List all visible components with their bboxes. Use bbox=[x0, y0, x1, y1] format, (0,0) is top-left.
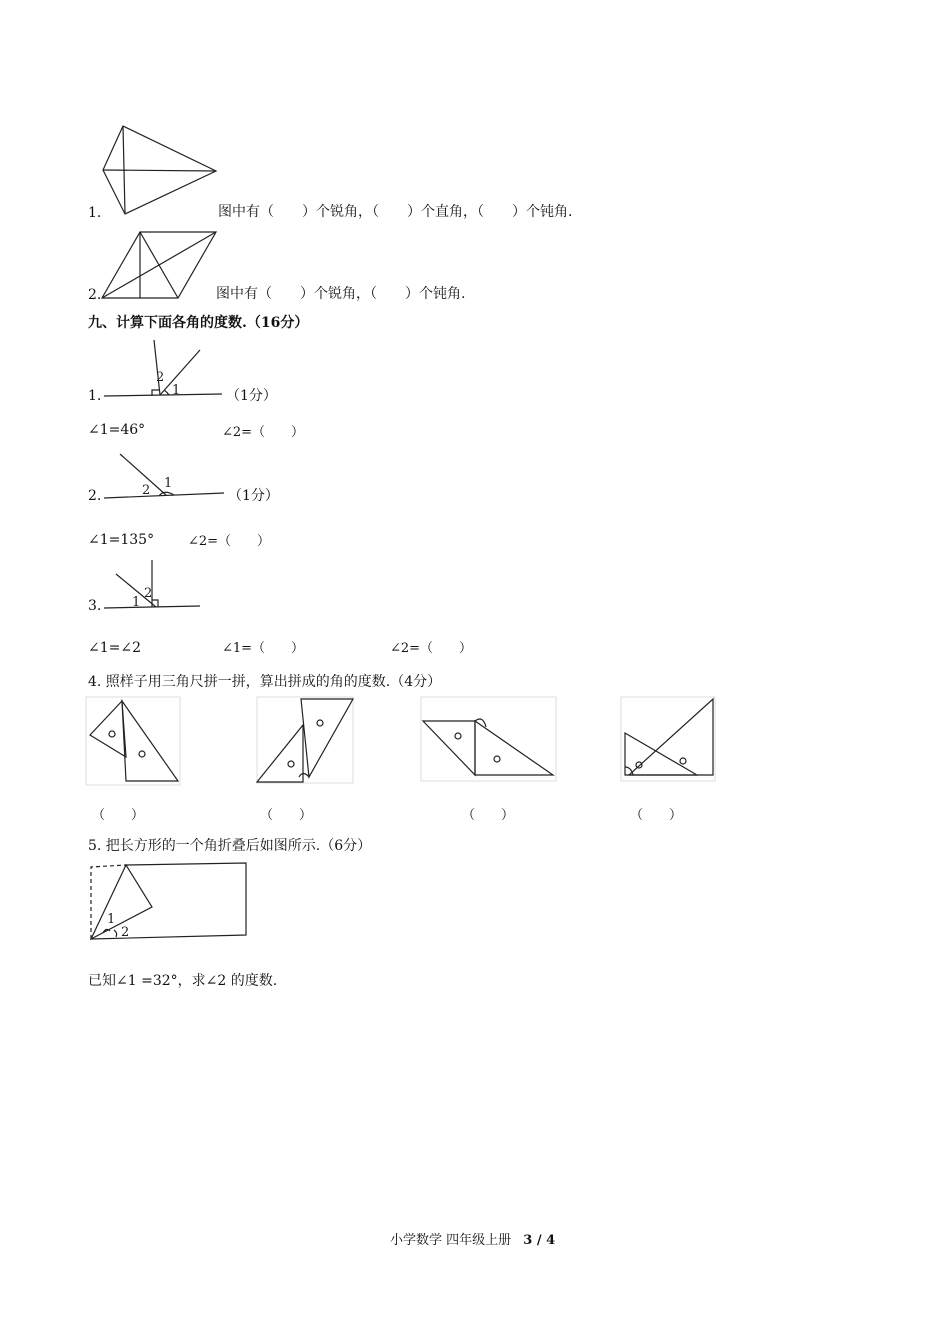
q9-item1-label-2: 2 bbox=[156, 370, 165, 385]
q9-item2-ask: ∠2=（ ） bbox=[188, 534, 271, 549]
q8-item2-text: 图中有（ ）个锐角，（ ）个钝角. bbox=[216, 286, 466, 302]
q9-item3-number: 3. bbox=[88, 598, 102, 614]
q9-item5-prompt: 已知∠1 =32°，求∠2 的度数. bbox=[88, 973, 278, 989]
q9-item3-given: ∠1=∠2 bbox=[88, 640, 142, 656]
q9-item4-answer-3: （ ） bbox=[462, 808, 515, 823]
set-square-figure-4 bbox=[621, 697, 717, 787]
q9-item2-angle-figure bbox=[104, 452, 229, 500]
q9-item3-label-1: 1 bbox=[132, 595, 141, 610]
set-square-figure-2 bbox=[253, 697, 355, 787]
q9-item3-ask1: ∠1=（ ） bbox=[222, 641, 305, 656]
q9-item1-label-1: 1 bbox=[172, 383, 181, 398]
q9-item5-title: 5. 把长方形的一个角折叠后如图所示.（6分） bbox=[88, 838, 372, 854]
page-footer bbox=[390, 1232, 555, 1250]
parallelogram-figure bbox=[100, 230, 220, 300]
footer-text: 小学数学 四年级上册 bbox=[390, 1233, 512, 1248]
page-number: 3 / 4 bbox=[523, 1233, 556, 1248]
q9-item4-title: 4. 照样子用三角尺拼一拼，算出拼成的角的度数.（4分） bbox=[88, 674, 442, 690]
q8-item2-number: 2. bbox=[88, 287, 102, 303]
q9-item5-label-2: 2 bbox=[121, 925, 130, 940]
kite-figure bbox=[100, 122, 220, 217]
q9-item3-ask2: ∠2=（ ） bbox=[390, 641, 473, 656]
q9-item4-answer-2: （ ） bbox=[260, 808, 313, 823]
q9-item2-label-2: 2 bbox=[142, 483, 151, 498]
set-square-figure-3 bbox=[421, 697, 557, 787]
q9-item2-label-1: 1 bbox=[164, 476, 173, 491]
q8-item1-text: 图中有（ ）个锐角，（ ）个直角，（ ）个钝角. bbox=[218, 204, 573, 220]
q9-item2-given: ∠1=135° bbox=[88, 532, 155, 548]
folded-rectangle-figure bbox=[88, 861, 250, 943]
q9-item3-label-2: 2 bbox=[144, 586, 153, 601]
q9-item2-score: （1分） bbox=[228, 488, 279, 504]
q9-item5-label-1: 1 bbox=[107, 912, 116, 927]
q9-item1-angle-figure bbox=[104, 338, 229, 400]
section-9-title: 九、计算下面各角的度数.（16分） bbox=[88, 315, 309, 331]
q9-item4-answer-4: （ ） bbox=[630, 808, 683, 823]
set-square-figure-1 bbox=[86, 697, 181, 787]
q9-item1-ask: ∠2=（ ） bbox=[222, 425, 305, 440]
q9-item3-angle-figure bbox=[104, 558, 204, 610]
q8-item1-number: 1. bbox=[88, 205, 102, 221]
q9-item4-answer-1: （ ） bbox=[92, 808, 145, 823]
q9-item1-score: （1分） bbox=[226, 388, 277, 404]
q9-item1-given: ∠1=46° bbox=[88, 422, 146, 438]
q9-item1-number: 1. bbox=[88, 388, 102, 404]
q9-item2-number: 2. bbox=[88, 488, 102, 504]
